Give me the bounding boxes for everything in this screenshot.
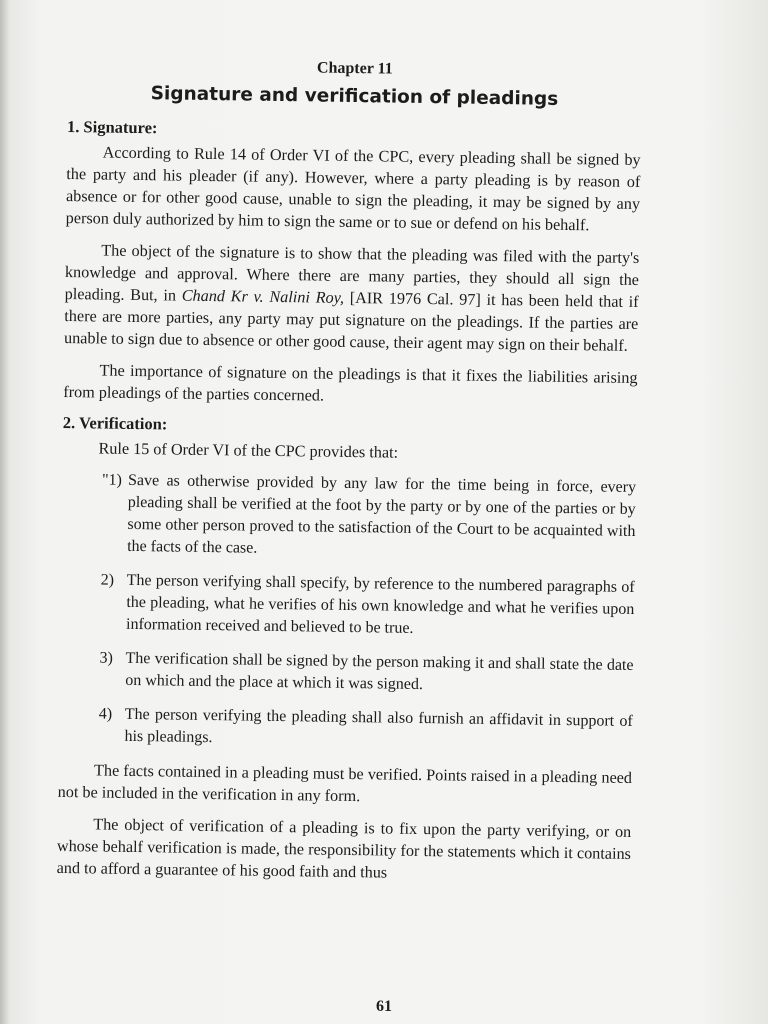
rule-item-text: The person verifying the pleading shall also furnish an affidavit in support of his pleadings. (124, 705, 633, 747)
signature-paragraph-2: The object of the signature is to show that the pleading was filed with the party's knowledge and approval. Where there are many parties, they should all sign the pleading. But, in Chand Kr v. Nalini Roy, [AIR 1976 Cal. 97] it has been held that if there are more parties, any party may put signature on the pleadings. If the parties are unable to sign due to absence or other good cause, their agent may sign on their behalf. (63, 241, 640, 355)
rule-item (60, 569, 635, 643)
page-binding-edge (0, 0, 10, 1024)
page-content (56, 56, 642, 897)
chapter-title: Signature and verification of pleadings (150, 83, 559, 110)
signature-paragraph-1: According to Rule 14 of Order VI of the CPC, every pleading shall be signed by the party and his pleader (if any). However, where a party pleading is by reason of absence or for other good cause, unable to sign the pleading, it may be signed by any person duly authorized by him to sign the same or to sue or defend on his behalf. (65, 143, 641, 235)
rule-item (59, 647, 634, 699)
rule-item-number: 4) (98, 705, 113, 723)
case-citation: Chand Kr v. Nalini Roy, (181, 286, 345, 307)
rule-item-number: 3) (99, 649, 114, 667)
verification-paragraph-1: The facts contained in a pleading must be verified. Points raised in a pleading need not be included in the verification in any form. (57, 761, 633, 806)
rule-item-text: The person verifying shall specify, by reference to the numbered paragraphs of the pleading, what he verifies of his own knowledge and what he verifies upon information received and believed to be true. (125, 571, 635, 637)
rule-item (61, 469, 636, 565)
rule-item-number: 2) (100, 571, 115, 589)
page-number: 61 (376, 998, 392, 1015)
signature-paragraph-3: The importance of signature on the pleadings is that it fixes the liabilities arising from pleadings of the parties concerned. (63, 361, 638, 405)
rule-item-number: "1) (101, 471, 123, 489)
chapter-label: Chapter 11 (316, 59, 393, 78)
verification-intro: Rule 15 of Order VI of the CPC provides that: (98, 439, 399, 462)
section-heading-signature: 1. Signature: (66, 116, 158, 138)
rule-item-text: The verification shall be signed by the person making it and shall state the date on which and the place at which it was signed. (125, 649, 634, 694)
rule-item (58, 703, 633, 755)
verification-paragraph-2: The object of verification of a pleading is to fix upon the party verifying, or on whose behalf verification is made, the responsibility for the statements which it contains and to afford a guarantee of his good faith and thus (56, 815, 632, 882)
section-heading-verification: 2. Verification: (62, 412, 168, 434)
rule-item-text: Save as otherwise provided by any law for the time being in force, every pleading shall be verified at the foot by the party or by one of the parties or by some other person proved to the satisfaction of the Court to be acquainted with the facts of the case. (127, 471, 637, 557)
